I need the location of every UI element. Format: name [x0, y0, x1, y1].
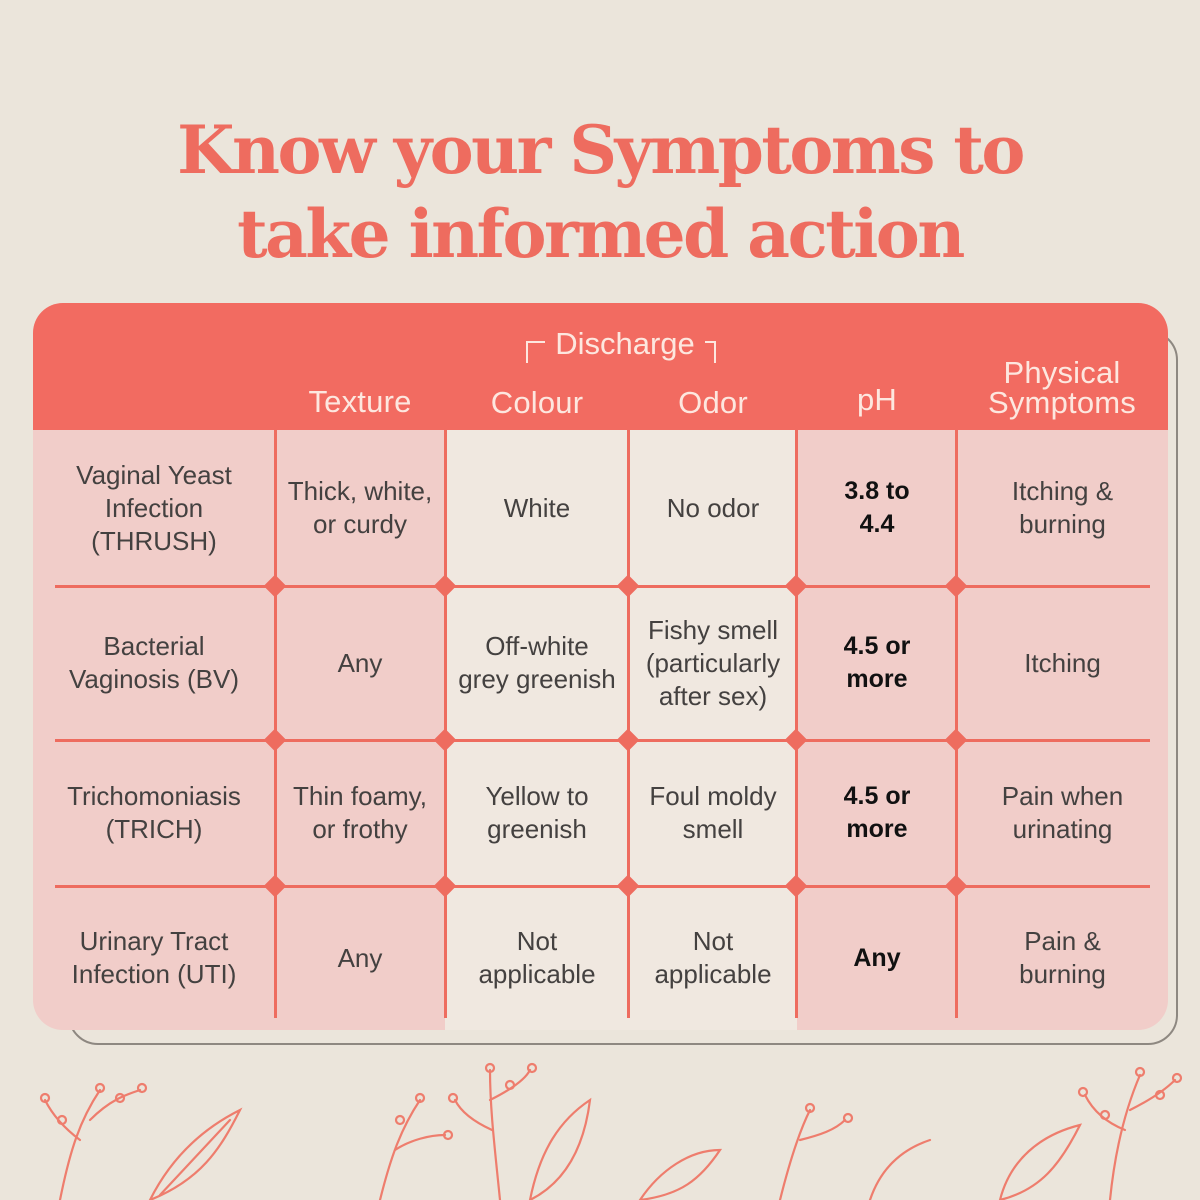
ph-line: Any [853, 943, 901, 972]
grid-horizontal-line [55, 885, 1150, 888]
colour-text [478, 925, 595, 991]
header-physical-symptoms [957, 355, 1167, 420]
cell-condition [33, 586, 275, 740]
cell-odor [629, 430, 797, 586]
cell-colour [445, 740, 629, 886]
title-line-2: take informed action [237, 195, 963, 273]
physical-text [1024, 647, 1101, 680]
leaf-icon [530, 1100, 720, 1200]
condition-line: (THRUSH) [91, 525, 217, 556]
physical-line: burning [1019, 959, 1106, 989]
odor-line: Foul moldy [649, 781, 777, 811]
physical-line: Pain when [1001, 781, 1124, 811]
header-physical-line-2: Symptoms [987, 385, 1137, 420]
condition-text [76, 459, 232, 558]
physical-line: Itching & [1011, 476, 1114, 506]
berry-branch-icon [41, 1084, 146, 1200]
texture-text [338, 942, 383, 975]
texture-text [288, 475, 433, 541]
cell-condition [33, 430, 275, 586]
ph-line: 4.4 [859, 510, 895, 538]
cell-physical [957, 430, 1168, 586]
grid-horizontal-line [55, 739, 1150, 742]
symptoms-table [33, 303, 1168, 1030]
cell-texture [275, 430, 445, 586]
odor-text [667, 492, 760, 525]
colour-line: grey greenish [458, 664, 616, 694]
ph-text [844, 780, 911, 846]
colour-line: Off-white [485, 631, 589, 661]
cell-ph [797, 740, 957, 886]
berry-branch-icon [1079, 1068, 1181, 1200]
botanical-sprig-icon [780, 1104, 930, 1200]
cell-texture [275, 586, 445, 740]
ph-line: more [846, 665, 908, 693]
condition-line: Infection (UTI) [71, 959, 237, 989]
condition-text [72, 925, 237, 991]
texture-line: Thin foamy, [293, 781, 427, 811]
colour-text [485, 780, 588, 846]
odor-line: Fishy smell [647, 614, 778, 645]
grid-vertical-line [795, 430, 798, 1018]
cell-texture [275, 886, 445, 1030]
ph-line: 3.8 to [844, 477, 910, 505]
header-ph: pH [856, 382, 898, 417]
table-header [33, 303, 1168, 430]
texture-line: Any [337, 942, 383, 973]
cell-condition [33, 740, 275, 886]
colour-text [458, 630, 616, 696]
condition-line: Bacterial [103, 631, 205, 661]
odor-line: Not [692, 926, 734, 956]
cell-ph [797, 586, 957, 740]
colour-line: greenish [487, 814, 587, 844]
colour-line: White [503, 492, 571, 523]
odor-line: No odor [666, 492, 760, 523]
physical-text [1002, 780, 1123, 846]
texture-text [338, 647, 383, 680]
texture-line: or frothy [312, 814, 408, 844]
grid-horizontal-line [55, 585, 1150, 588]
condition-line: Vaginal Yeast [76, 459, 232, 490]
leaf-icon [150, 1110, 240, 1200]
header-odor: Odor [678, 385, 748, 420]
grid-vertical-line [955, 430, 958, 1018]
cell-ph [797, 430, 957, 586]
cell-physical [957, 586, 1168, 740]
cell-odor [629, 740, 797, 886]
physical-line: urinating [1012, 814, 1113, 844]
botanical-decoration [0, 1040, 1200, 1200]
physical-text [1019, 925, 1106, 991]
condition-line: Trichomoniasis [67, 781, 241, 811]
physical-line: Pain & [1024, 926, 1101, 956]
odor-text [649, 780, 776, 846]
condition-line: Infection [104, 492, 204, 523]
cell-physical [957, 886, 1168, 1030]
colour-line: applicable [478, 959, 596, 989]
ph-line: 4.5 or [843, 782, 911, 810]
texture-line: Any [337, 647, 383, 678]
texture-line: or curdy [313, 509, 407, 539]
condition-line: Vaginosis (BV) [68, 664, 240, 694]
odor-line: after sex) [658, 680, 768, 711]
cell-colour [445, 430, 629, 586]
header-colour: Colour [490, 385, 584, 420]
colour-line: Not [516, 926, 558, 956]
texture-line: Thick, white, [287, 476, 433, 506]
cell-physical [957, 740, 1168, 886]
berry-branch-icon [449, 1064, 536, 1200]
cell-condition [33, 886, 275, 1030]
physical-line: Itching [1024, 647, 1101, 678]
header-texture: Texture [308, 384, 412, 419]
physical-text [1012, 475, 1113, 541]
title-line-1: Know your Symptoms to [177, 111, 1023, 189]
odor-line: smell [682, 814, 744, 844]
colour-text [504, 492, 570, 525]
odor-line: applicable [654, 959, 772, 989]
cell-odor [629, 886, 797, 1030]
botanical-sprig-icon [380, 1094, 452, 1200]
odor-line: (particularly [645, 647, 781, 678]
condition-text [67, 780, 241, 846]
grid-vertical-line [444, 430, 447, 1018]
condition-line: Urinary Tract [79, 926, 229, 956]
ph-text [844, 630, 911, 696]
physical-line: burning [1019, 509, 1106, 539]
cell-texture [275, 740, 445, 886]
cell-colour [445, 886, 629, 1030]
cell-odor [629, 586, 797, 740]
cell-ph [797, 886, 957, 1030]
ph-text [844, 475, 909, 541]
grid-vertical-line [627, 430, 630, 1018]
condition-text [69, 630, 239, 696]
odor-text [646, 614, 780, 713]
page-title [0, 108, 1200, 276]
odor-text [654, 925, 771, 991]
leaf-icon [1000, 1125, 1080, 1200]
texture-text [293, 780, 427, 846]
ph-text [853, 942, 900, 975]
discharge-group-header: Discharge [545, 327, 705, 361]
colour-line: Yellow to [485, 781, 589, 811]
grid-vertical-line [274, 430, 277, 1018]
condition-line: (TRICH) [105, 814, 203, 844]
ph-line: more [846, 815, 908, 843]
ph-line: 4.5 or [843, 632, 911, 660]
header-physical-line-1: Physical [1003, 355, 1121, 390]
cell-colour [445, 586, 629, 740]
